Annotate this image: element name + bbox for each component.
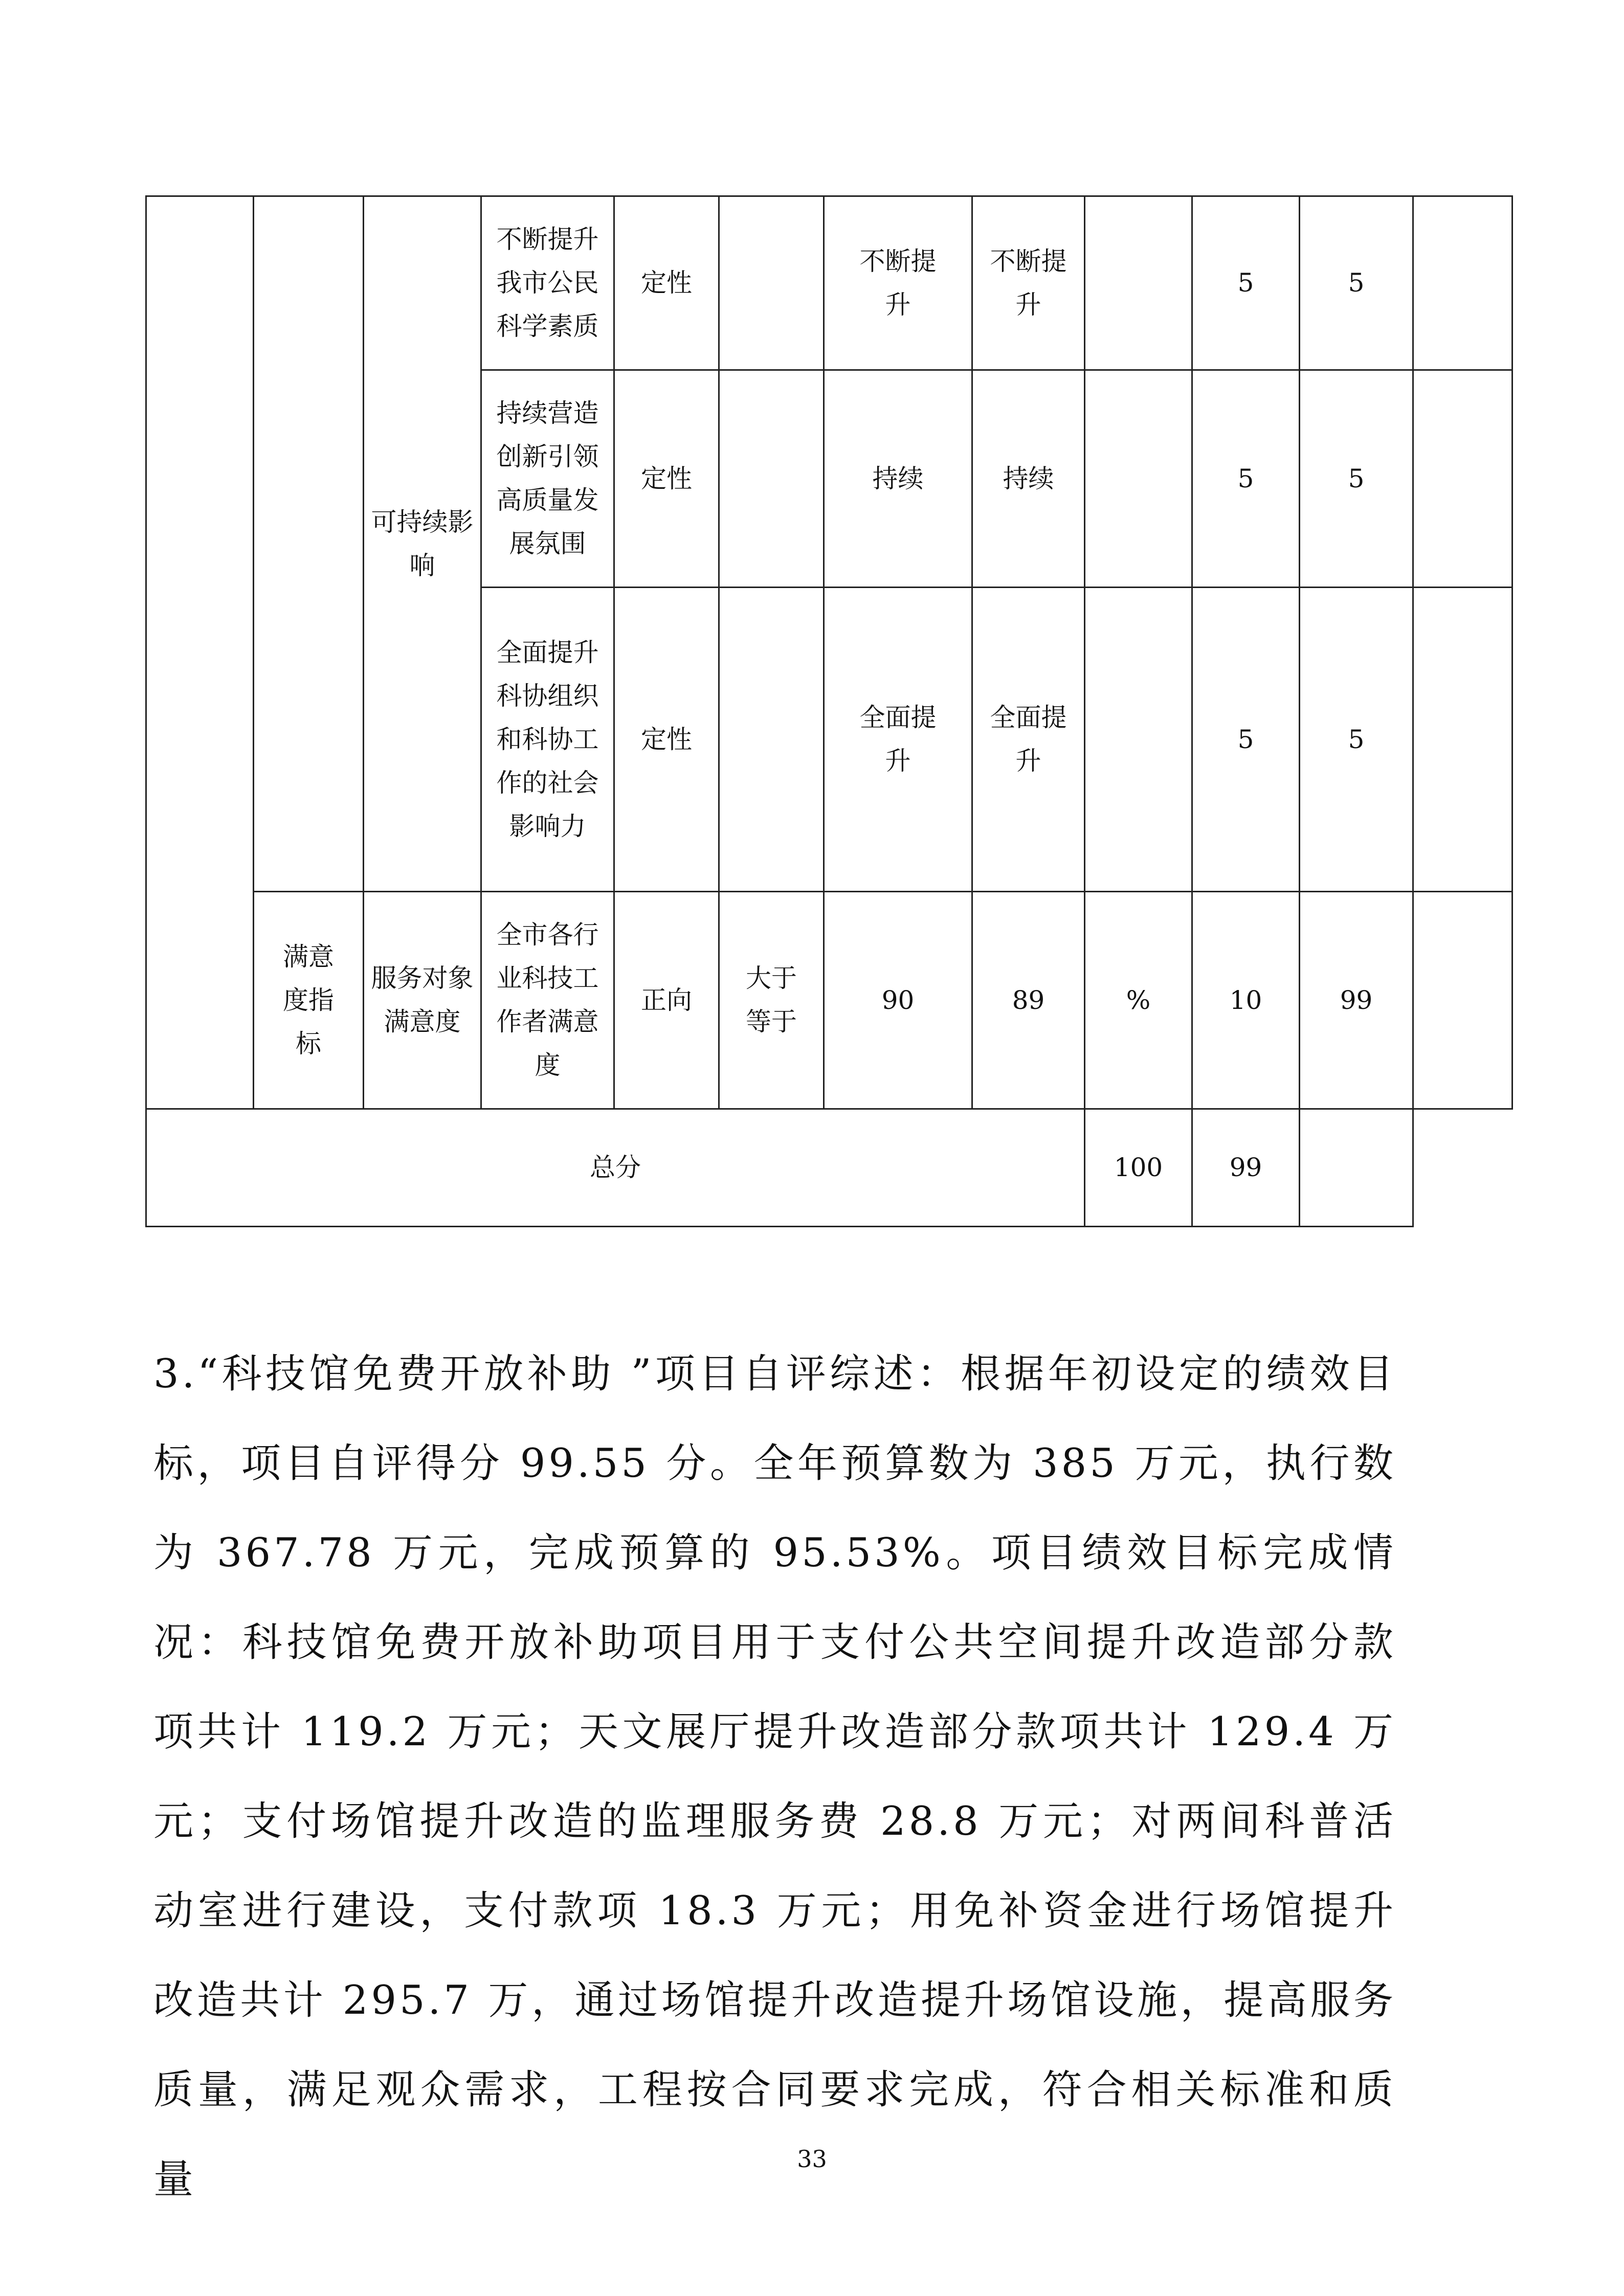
indicator-operator [719, 370, 824, 588]
indicator-nature: 正向 [614, 892, 719, 1109]
indicator-unit [1085, 370, 1192, 588]
indicator-score: 99 [1300, 892, 1413, 1109]
indicator-nature: 定性 [614, 196, 719, 370]
blank-cell [254, 196, 364, 892]
total-weight: 100 [1085, 1109, 1192, 1227]
indicator-operator [719, 196, 824, 370]
indicator-target: 全面提升 [824, 588, 972, 892]
indicator-operator: 大于等于 [719, 892, 824, 1109]
indicator-actual: 持续 [972, 370, 1085, 588]
indicator-score: 5 [1300, 196, 1413, 370]
indicator-unit: % [1085, 892, 1192, 1109]
indicator-target: 90 [824, 892, 972, 1109]
indicator-unit [1085, 588, 1192, 892]
indicator-name: 全面提升科协组织和科协工作的社会影响力 [481, 588, 614, 892]
blank-cell [1413, 588, 1512, 892]
total-row [146, 1109, 1512, 1227]
indicator-unit [1085, 196, 1192, 370]
blank-cell [1300, 1109, 1413, 1227]
indicator-target: 持续 [824, 370, 972, 588]
indicator-target: 不断提升 [824, 196, 972, 370]
indicator-operator [719, 588, 824, 892]
indicator-weight: 5 [1192, 588, 1300, 892]
indicator-nature: 定性 [614, 370, 719, 588]
indicator-name: 持续营造创新引领高质量发展氛围 [481, 370, 614, 588]
blank-cell [146, 196, 254, 1109]
indicator-weight: 5 [1192, 370, 1300, 588]
indicator-score: 5 [1300, 370, 1413, 588]
project-summary-paragraph: 3.“科技馆免费开放补助 ”项目自评综述：根据年初设定的绩效目标，项目自评得分 99.55 分。全年预算数为 385 万元，执行数为 367.78 万元，完成预算的 95.53%。项目绩效目标完成情况：科技馆免费开放补助项目用于支付公共空间提升改造部分款项共计 119.2 万元；天文展厅提升改造部分款项共计 129.4 万元；支付场馆提升改造的监理服务费 28.8 万元；对两间科普活动室进行建设，支付款项 18.3 万元；用免补资金进行场馆提升改造共计 295.7 万，通过场馆提升改造提升场馆设施，提高服务质量，满足观众需求，工程按合同要求完成，符合相关标准和质量 [153, 1351, 1396, 2202]
performance-table [145, 195, 1513, 1227]
indicator-name: 不断提升我市公民科学素质 [481, 196, 614, 370]
total-score: 99 [1192, 1109, 1300, 1227]
indicator-actual: 不断提升 [972, 196, 1085, 370]
table-row [146, 196, 1512, 370]
indicator-weight: 5 [1192, 196, 1300, 370]
indicator-actual: 89 [972, 892, 1085, 1109]
blank-cell [1413, 196, 1512, 370]
indicator-name: 全市各行业科技工作者满意度 [481, 892, 614, 1109]
total-label: 总分 [146, 1109, 1085, 1227]
page-number: 33 [797, 2145, 827, 2173]
satisfaction-subcategory: 服务对象满意度 [364, 892, 481, 1109]
table-row [146, 892, 1512, 1109]
blank-cell [1413, 370, 1512, 588]
indicator-actual: 全面提升 [972, 588, 1085, 892]
blank-cell [1413, 892, 1512, 1109]
indicator-score: 5 [1300, 588, 1413, 892]
sustainable-impact-label: 可持续影响 [364, 196, 481, 892]
satisfaction-category: 满意度指标 [254, 892, 364, 1109]
indicator-nature: 定性 [614, 588, 719, 892]
indicator-weight: 10 [1192, 892, 1300, 1109]
